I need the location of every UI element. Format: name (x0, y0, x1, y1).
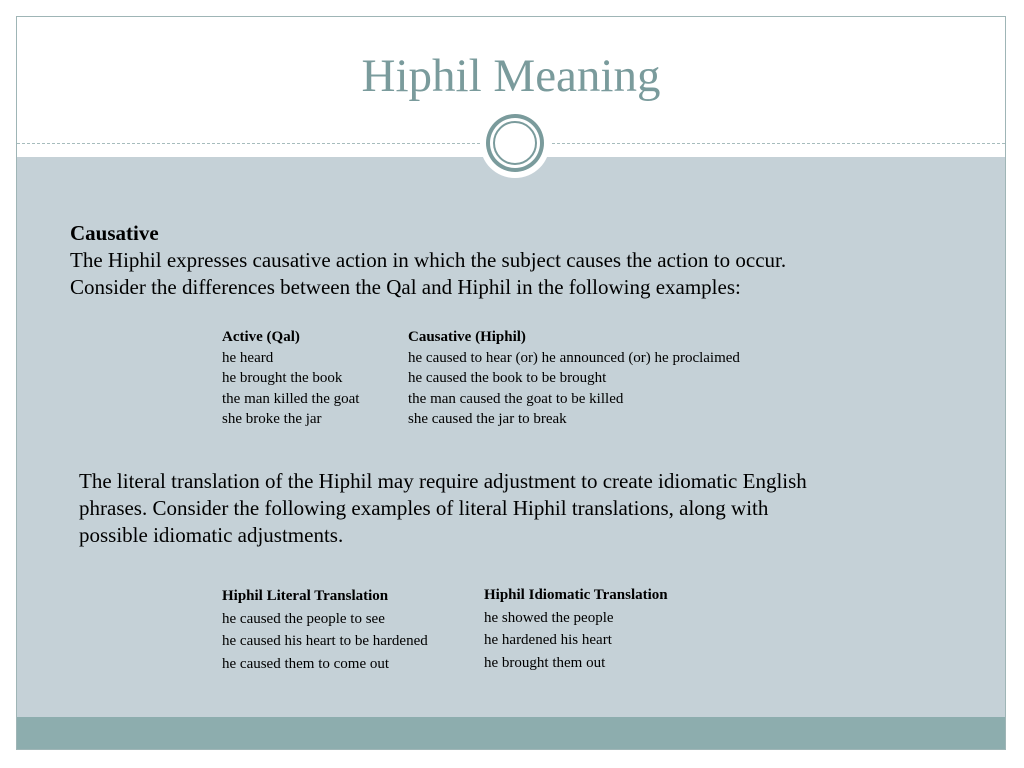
paragraph-line: Consider the differences between the Qal and Hiphil in the following examples: (70, 275, 741, 299)
table-cell: the man killed the goat (222, 390, 360, 407)
section-literal-translation (79, 468, 807, 549)
section-heading: Causative (70, 221, 159, 245)
column-header: Hiphil Literal Translation (222, 588, 389, 604)
paragraph-line: phrases. Consider the following examples of literal Hiphil translations, along with (79, 496, 769, 520)
table-cell: he caused the book to be brought (408, 370, 607, 387)
table-column-idiomatic (484, 584, 668, 674)
paragraph-line: The literal translation of the Hiphil may require adjustment to create idiomatic English (79, 469, 807, 493)
table-cell: he showed the people (484, 609, 614, 626)
ornament-inner-ring (493, 121, 537, 165)
circle-ornament-icon (480, 108, 550, 178)
table-column-hiphil (408, 327, 740, 430)
column-header: Causative (Hiphil) (408, 329, 526, 345)
footer-band (17, 717, 1005, 750)
table-cell: he hardened his heart (484, 632, 612, 648)
column-header: Hiphil Idiomatic Translation (484, 587, 668, 603)
table-cell: she broke the jar (222, 411, 322, 428)
table-column-literal (222, 585, 428, 675)
table-cell: he caused his heart to be hardened (222, 633, 428, 649)
table-column-qal (222, 327, 359, 430)
table-cell: he caused the people to see (222, 610, 385, 627)
table-cell: he heard (222, 349, 274, 366)
slide (16, 16, 1006, 750)
slide-title: Hiphil Meaning (361, 50, 661, 102)
table-cell: the man caused the goat to be killed (408, 390, 624, 407)
paragraph-line: The Hiphil expresses causative action in which the subject causes the action to occur. (70, 248, 787, 272)
table-cell: he caused to hear (or) he announced (or) he proclaimed (408, 349, 740, 366)
table-cell: he brought them out (484, 654, 606, 671)
table-cell: he caused them to come out (222, 655, 390, 672)
table-cell: he brought the book (222, 370, 343, 387)
section-causative (70, 220, 786, 301)
paragraph-line: possible idiomatic adjustments. (79, 523, 344, 547)
column-header: Active (Qal) (222, 329, 300, 345)
table-cell: she caused the jar to break (408, 411, 567, 428)
